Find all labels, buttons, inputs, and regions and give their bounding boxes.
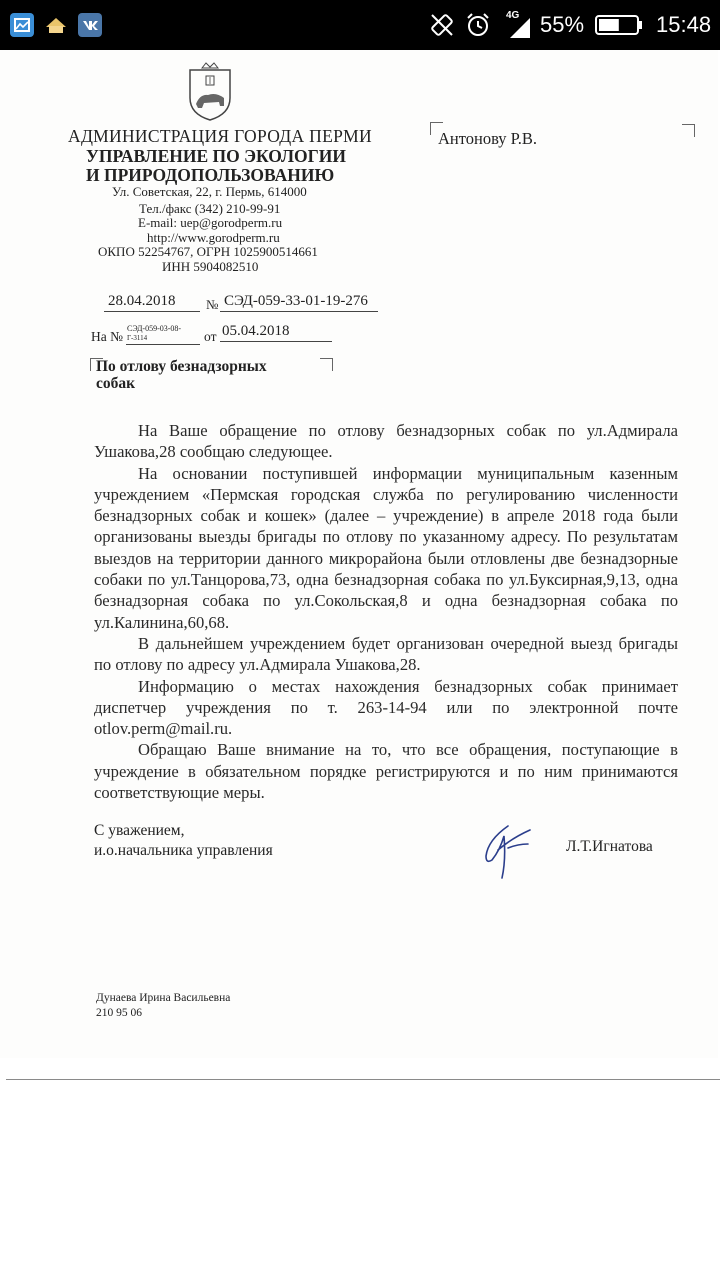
vk-icon [78,13,102,37]
status-bar [0,0,720,50]
org-name: АДМИНИСТРАЦИЯ ГОРОДА ПЕРМИ [68,126,372,146]
battery-percent: 55% [540,12,585,37]
ref-number-underline [126,344,200,345]
dept-name-line2: И ПРИРОДОПОЛЬЗОВАНИЮ [86,165,335,185]
letter-body [94,420,678,803]
network-label: 4G [506,10,520,21]
date-underline [104,311,200,312]
recipient-corner-right [682,124,695,137]
battery-icon [594,12,644,38]
subject-corner-right [320,358,333,371]
gallery-icon [10,13,34,37]
ref-number: СЭД-059-03-08- [127,324,182,333]
paragraph-5: Обращаю Ваше внимание на то, что все обращения, поступающие в учреждение в обязательном порядке регистрируются и по ним принимаются соответствующие меры. [94,740,678,803]
subject-line2: собак [96,375,136,392]
dept-name-line1: УПРАВЛЕНИЕ ПО ЭКОЛОГИИ [86,146,347,166]
letter-date: 28.04.2018 [108,293,176,309]
clock: 15:48 [656,12,712,37]
org-email: E-mail: uep@gorodperm.ru [138,215,283,230]
org-inn: ИНН 5904082510 [162,259,259,274]
signal-4g-icon [506,10,532,40]
paragraph-4: Информацию о местах нахождения безнадзорных собак принимает диспетчер учреждения по т. 263-14-94 или по электронной почте otlov.perm@mail.ru. [94,676,678,739]
ref-date-underline [220,341,332,342]
number-underline [220,311,378,312]
handwritten-signature [478,820,536,882]
executor-name: Дунаева Ирина Васильевна [96,992,231,1004]
page-bottom-edge [6,1079,720,1080]
paragraph-3: В дальнейшем учреждением будет организован очередной выезд бригады по отлову по адресу ул.Адмирала Ушакова,28. [94,633,678,675]
org-address: Ул. Советская, 22, г. Пермь, 614000 [112,184,307,199]
org-website: http://www.gorodperm.ru [147,230,280,245]
ref-number-part2: Г-3114 [127,334,148,342]
closing-regards: С уважением, [94,822,185,839]
ref-date: 05.04.2018 [222,323,290,339]
home-icon [44,13,68,37]
perm-coat-of-arms-icon [186,62,234,122]
rotate-icon [428,11,456,39]
document-page [0,50,718,1058]
subject-line1: По отлову безнадзорных [96,358,267,375]
letter-number: СЭД-059-33-01-19-276 [224,293,368,309]
signer-name: Л.Т.Игнатова [566,838,653,855]
alarm-icon [464,11,492,39]
number-prefix: № [206,297,219,312]
org-phone: Тел./факс (342) 210-99-91 [139,201,281,216]
paragraph-1: На Ваше обращение по отлову безнадзорных собак по ул.Адмирала Ушакова,28 сообщаю следующее. [94,421,678,462]
ref-prefix: На № [91,329,123,344]
closing-position: и.о.начальника управления [94,842,273,859]
ref-from: от [204,329,217,344]
recipient: Антонову Р.В. [438,129,538,148]
org-okpo: ОКПО 52254767, ОГРН 1025900514661 [98,244,318,259]
paragraph-2: На основании поступившей информации муниципальным казенным учреждением «Пермская городская служба по регулированию численности безнадзорных собак и кошек» (далее – учреждение) в апреле 2018 года были организованы выезды бригады по отлову по указанному адресу. По результатам выездов на территории данного микрорайона были отловлены две безнадзорные собаки по ул.Танцорова,73, одна безнадзорная собака по ул.Буксирная,9,13, одна безнадзорная собака по ул.Сокольская,8 и одна безнадзорная собака по ул.Калинина,60,68. [94,463,678,632]
executor-phone: 210 95 06 [96,1007,142,1019]
